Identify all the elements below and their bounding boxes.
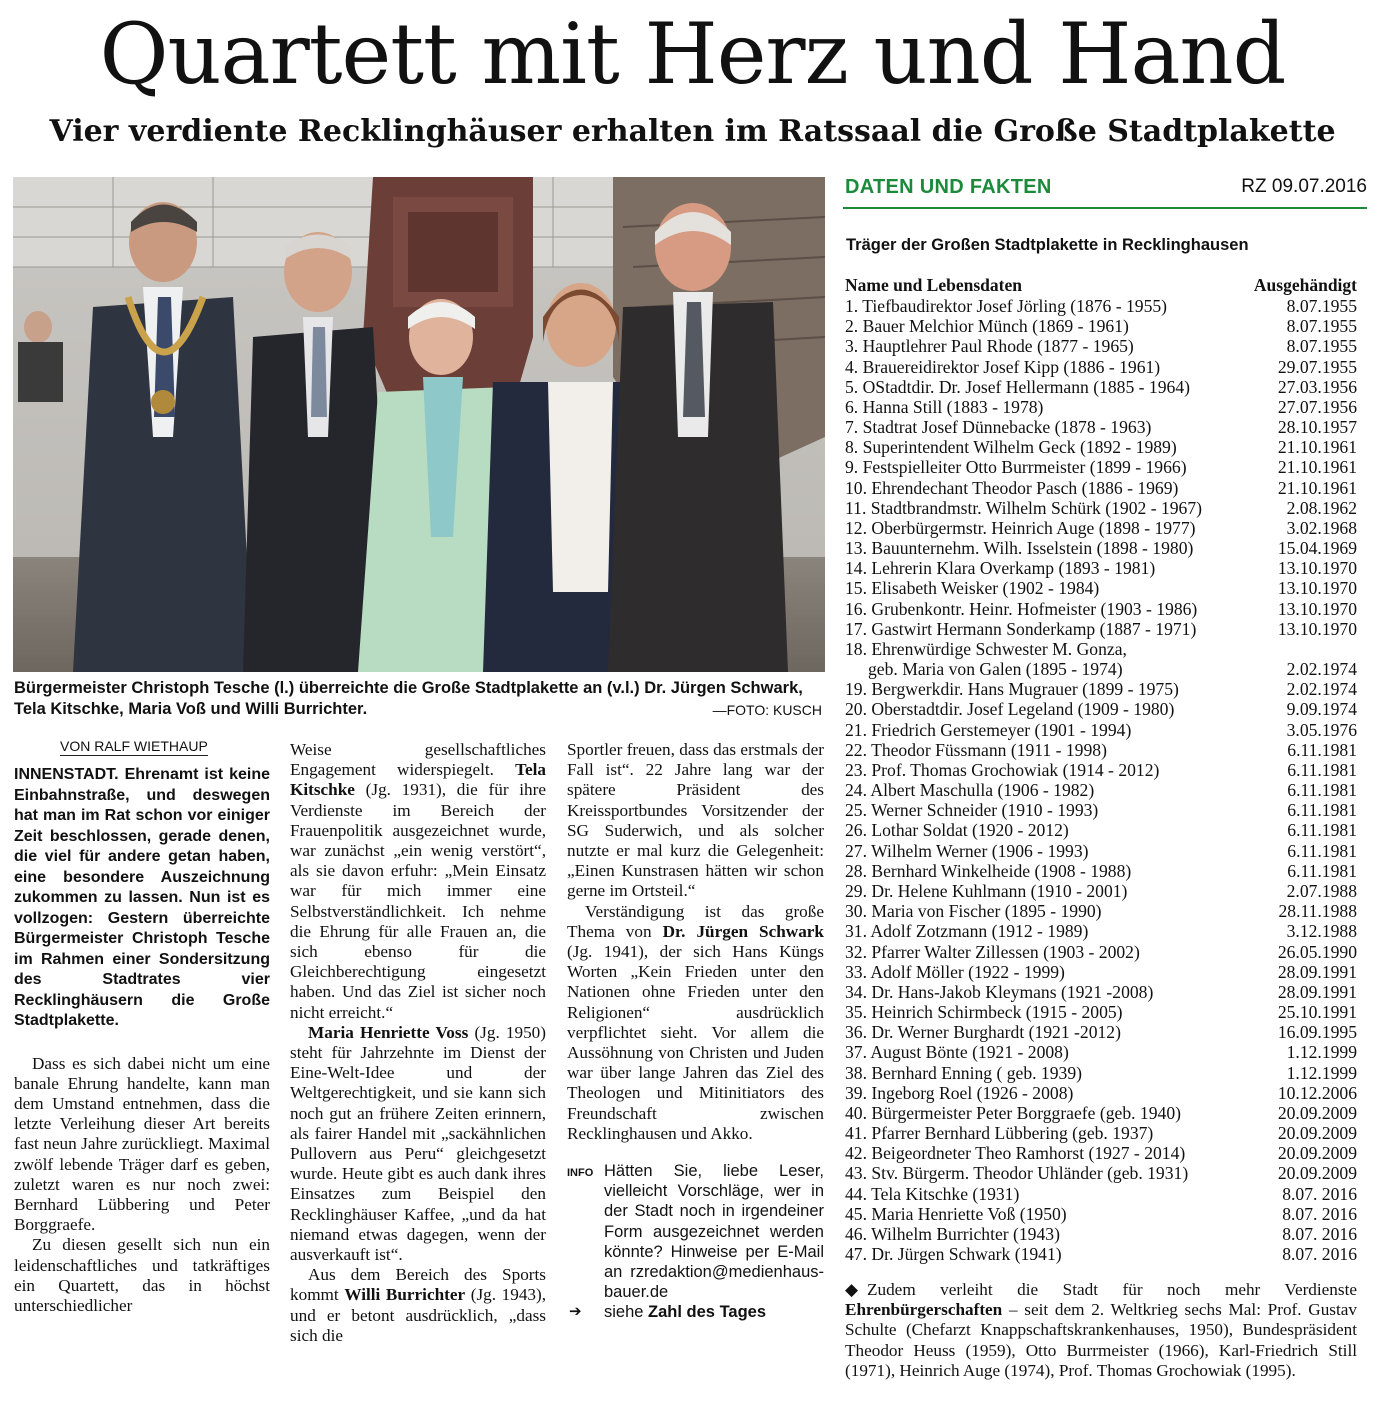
honoree-entry: 1. Tiefbaudirektor Josef Jörling (1876 - 1955) [845, 296, 1168, 316]
honoree-row [845, 457, 1357, 477]
honoree-row [845, 1244, 1357, 1264]
honoree-list [845, 296, 1357, 1264]
honoree-row [845, 558, 1357, 578]
award-date: 2.07.1988 [1286, 880, 1357, 901]
honoree-entry: 38. Bernhard Enning ( geb. 1939) [845, 1062, 1082, 1083]
honoree-row [845, 1224, 1357, 1244]
honoree-row [845, 1002, 1357, 1022]
honoree-entry: 3. Hauptlehrer Paul Rhode (1877 - 1965) [845, 336, 1134, 357]
honoree-row [845, 599, 1357, 619]
honoree-row [845, 538, 1357, 558]
article-paragraph: Sportler freuen, dass das erstmals der Fall ist“. 22 Jahre lang war der spätere Präsident des Kreissportbundes Vorsitzender der SG Suderwich, und als solcher nutzte er mal kurz die Gelegenheit: „Einen Kunstrasen hätten wir schon gerne im Ortsteil.“ [567, 740, 824, 901]
honoree-row [845, 1022, 1357, 1042]
award-date: 6.11.1981 [1287, 840, 1357, 861]
honoree-row [845, 417, 1357, 437]
award-date: 13.10.1970 [1277, 618, 1357, 639]
honoree-entry: 23. Prof. Thomas Grochowiak (1914 - 2012) [845, 759, 1160, 780]
award-date: 15.04.1969 [1277, 538, 1357, 559]
honoree-entry: 4. Brauereidirektor Josef Kipp (1886 - 1961) [845, 356, 1161, 377]
honoree-entry: 11. Stadtbrandmstr. Wilhelm Schürk (1902 - 1967) [845, 497, 1202, 518]
honoree-row [845, 740, 1357, 760]
honoree-row [845, 881, 1357, 901]
award-date: 2.02.1974 [1286, 679, 1357, 700]
award-date: 10.12.2006 [1277, 1082, 1357, 1103]
honoree-entry: 27. Wilhelm Werner (1906 - 1993) [845, 840, 1089, 861]
honoree-entry: 7. Stadtrat Josef Dünnebacke (1878 - 1963) [845, 417, 1152, 438]
honoree-entry: 43. Stv. Bürgerm. Theodor Uhländer (geb. 1931) [845, 1163, 1189, 1184]
info-tag: INFO [567, 1167, 594, 1180]
honoree-entry: 34. Dr. Hans-Jakob Kleymans (1921 -2008) [845, 981, 1154, 1002]
honoree-row [845, 1204, 1357, 1224]
award-date: 8.07.1955 [1286, 316, 1357, 337]
honoree-entry: 42. Beigeordneter Theo Ramhorst (1927 - 2014) [845, 1143, 1186, 1164]
honoree-entry: 2. Bauer Melchior Münch (1869 - 1961) [845, 316, 1129, 337]
honoree-row [845, 1123, 1357, 1143]
honoree-row [845, 1143, 1357, 1163]
honoree-entry: 13. Bauunternehm. Wilh. Isselstein (1898 - 1980) [845, 538, 1194, 559]
award-date: 9.09.1974 [1286, 699, 1357, 720]
award-date: 2.02.1974 [1286, 659, 1357, 680]
honoree-row [845, 316, 1357, 336]
honoree-row [845, 962, 1357, 982]
honoree-row [845, 820, 1357, 840]
honoree-row [845, 639, 1357, 659]
honoree-entry: 18. Ehrenwürdige Schwester M. Gonza, [845, 638, 1127, 659]
award-date: 16.09.1995 [1277, 1022, 1357, 1043]
arrow-right-icon: ➔ [569, 1303, 582, 1321]
award-date: 6.11.1981 [1287, 739, 1357, 760]
article-column-1 [14, 765, 270, 1316]
article-paragraph: Verständigung ist das große Thema von Dr. Jürgen Schwark (Jg. 1941), der sich Hans Küngs Worten „Kein Frieden unter den Nationen ohne Frieden unter den Religionen“ ausdrücklich verpflichtet sieht. Vor allem die Aussöhnung von Christen und Juden war über lange Jahren das Ziel des Theologen und Mitinitiators des Freundschaft zwischen Recklinghausen und Akko. [567, 901, 824, 1143]
honoree-entry: geb. Maria von Galen (1895 - 1974) [868, 659, 1123, 680]
honoree-entry: 20. Oberstadtdir. Josef Legeland (1909 - 1980) [845, 699, 1175, 720]
award-date: 13.10.1970 [1277, 558, 1357, 579]
honoree-entry: 39. Ingeborg Roel (1926 - 2008) [845, 1082, 1074, 1103]
honoree-row [845, 699, 1357, 719]
honoree-row [845, 921, 1357, 941]
honoree-row [845, 942, 1357, 962]
honoree-entry: 40. Bürgermeister Peter Borggraefe (geb. 1940) [845, 1102, 1181, 1123]
honoree-name: Tela Kitschke [290, 760, 546, 800]
honoree-row [845, 296, 1357, 316]
award-date: 25.10.1991 [1277, 1002, 1357, 1023]
honoree-row [845, 1184, 1357, 1204]
honoree-entry: 12. Oberbürgermstr. Heinrich Auge (1898 - 1977) [845, 517, 1196, 538]
award-date: 1.12.1999 [1286, 1062, 1357, 1083]
award-date: 27.03.1956 [1277, 376, 1357, 397]
award-date: 8.07. 2016 [1282, 1244, 1357, 1265]
award-date: 8.07.1955 [1286, 336, 1357, 357]
article-paragraph: Zu diesen gesellt sich nun ein leidenschaftliches und tatkräftiges ein Quartett, das in höchst unterschiedlicher [14, 1235, 270, 1315]
honoree-entry: 10. Ehrendechant Theodor Pasch (1886 - 1969) [845, 477, 1179, 498]
honoree-entry: 30. Maria von Fischer (1895 - 1990) [845, 901, 1102, 922]
honoree-entry: 6. Hanna Still (1883 - 1978) [845, 396, 1044, 417]
honoree-entry: 25. Werner Schneider (1910 - 1993) [845, 800, 1099, 821]
award-date: 28.11.1988 [1278, 901, 1357, 922]
honoree-row [845, 800, 1357, 820]
honoree-row [845, 357, 1357, 377]
award-date: 26.05.1990 [1277, 941, 1357, 962]
info-text: Hätten Sie, liebe Leser, vielleicht Vorschläge, wer in der Stadt noch in irgendeiner Form ausgezeichnet werden könnte? Hinweise per E-Mail an rzredaktion@medienhaus-bauer.de [604, 1162, 824, 1302]
honoree-entry: 41. Pfarrer Bernhard Lübbering (geb. 1937) [845, 1123, 1154, 1144]
honoree-entry: 21. Friedrich Gerstemeyer (1901 - 1994) [845, 719, 1132, 740]
honoree-entry: 37. August Bönte (1921 - 2008) [845, 1042, 1069, 1063]
honoree-row [845, 1042, 1357, 1062]
byline: VON RALF WIETHAUP [60, 738, 208, 754]
honoree-row [845, 498, 1357, 518]
honoree-entry: 8. Superintendent Wilhelm Geck (1892 - 1989) [845, 437, 1177, 458]
honoree-row [845, 659, 1357, 679]
honoree-entry: 33. Adolf Möller (1922 - 1999) [845, 961, 1065, 982]
award-date: 28.10.1957 [1277, 417, 1357, 438]
honoree-entry: 28. Bernhard Winkelheide (1908 - 1988) [845, 860, 1132, 881]
divider [843, 207, 1367, 209]
award-date: 28.09.1991 [1277, 981, 1357, 1002]
honoree-row [845, 1063, 1357, 1083]
info-link-prefix: siehe [604, 1303, 644, 1322]
award-date: 21.10.1961 [1277, 457, 1357, 478]
award-date: 6.11.1981 [1287, 800, 1357, 821]
honoree-entry: 36. Dr. Werner Burghardt (1921 -2012) [845, 1022, 1121, 1043]
photo-caption: Bürgermeister Christoph Tesche (l.) überreichte die Große Stadtplakette an (v.l.) Dr. Jürgen Schwark, Tela Kitschke, Maria Voß und Willi Burrichter. [14, 679, 803, 718]
info-link[interactable]: Zahl des Tages [648, 1303, 767, 1322]
award-date: 29.07.1955 [1277, 356, 1357, 377]
article-paragraph: Maria Henriette Voss (Jg. 1950) steht für Jahrzehnte im Dienst der Eine-Welt-Idee und der Weltgerechtigkeit, und sie kann sich noch gut an frühere Zeiten erinnern, als fairer Handel mit „sackähnlichen Pullovern aus Peru“ gleichgesetzt wurde. Heute gibt es auch dank ihres Einsatzes zum Beispiel den Recklinghäuser Kaffee, „und da hat niemand etwas dagegen, wenn der ausverkauft ist“. [290, 1022, 546, 1265]
honoree-entry: 45. Maria Henriette Voß (1950) [845, 1203, 1067, 1224]
facts-heading: DATEN UND FAKTEN [845, 176, 1052, 198]
award-date: 13.10.1970 [1277, 598, 1357, 619]
honoree-entry: 31. Adolf Zotzmann (1912 - 1989) [845, 921, 1089, 942]
honoree-name: Willi Burrichter [344, 1285, 466, 1305]
honoree-entry: 46. Wilhelm Burrichter (1943) [845, 1223, 1060, 1244]
honoree-row [845, 901, 1357, 921]
award-date: 21.10.1961 [1277, 477, 1357, 498]
honoree-entry: 24. Albert Maschulla (1906 - 1982) [845, 780, 1095, 801]
award-date: 13.10.1970 [1277, 578, 1357, 599]
honoree-row [845, 437, 1357, 457]
award-date: 27.07.1956 [1277, 396, 1357, 417]
honoree-row [845, 518, 1357, 538]
article-paragraph: Aus dem Bereich des Sports kommt Willi Burrichter (Jg. 1943), und er betont ausdrücklich, „dass sich die [290, 1265, 547, 1345]
article-column-3 [567, 740, 824, 1323]
award-date: 20.09.2009 [1277, 1102, 1357, 1123]
honoree-row [845, 377, 1357, 397]
honoree-name: Dr. Jürgen Schwark [662, 921, 824, 941]
award-date: 2.08.1962 [1286, 497, 1357, 518]
facts-subtitle: Träger der Großen Stadtplakette in Recklinghausen [846, 236, 1249, 254]
article-paragraph: Weise gesellschaftliches Engagement widerspiegelt. Tela Kitschke (Jg. 1931), die für ihre Verdienste im Bereich der Frauenpolitik ausgezeichnet wurde, war zunächst „ein wenig verstört“, als sie davon erfuhr: „Mein Einsatz war für mich immer eine Selbstverständlichkeit. Ich nehme die Ehrung für alle Frauen an, die sich ebenso für die Gleichberechtigung eingesetzt haben. Und das Ziel ist sicher noch nicht erreicht.“ [290, 740, 546, 1022]
award-date: 20.09.2009 [1277, 1163, 1357, 1184]
honoree-row [845, 679, 1357, 699]
award-date: 6.11.1981 [1287, 820, 1357, 841]
honoree-row [845, 760, 1357, 780]
honoree-entry: 19. Bergwerkdir. Hans Mugrauer (1899 - 1975) [845, 679, 1179, 700]
article-lead: INNENSTADT. Ehrenamt ist keine Einbahnstraße, und deswegen hat man im Rat schon vor einiger Zeit beschlossen, gerade denen, die viel für andere getan haben, eine besondere Auszeichnung zukommen zu lassen. Nun ist es vollzogen: Gestern überreichte Bürgermeister Christoph Tesche im Rahmen einer Sondersitzung des Stadtrates vier Recklinghäusern die Große Stadtplakette. [14, 766, 270, 1029]
honoree-entry: 35. Heinrich Schirmbeck (1915 - 2005) [845, 1002, 1123, 1023]
award-date: 8.07. 2016 [1282, 1223, 1357, 1244]
honoree-entry: 16. Grubenkontr. Heinr. Hofmeister (1903 - 1986) [845, 598, 1198, 619]
subheadline: Vier verdiente Recklinghäuser erhalten im Ratssaal die Große Stadtplakette [49, 114, 1336, 149]
honoree-row [845, 982, 1357, 1002]
column-header-date: Ausgehändigt [1253, 275, 1357, 295]
honoree-entry: 5. OStadtdir. Dr. Josef Hellermann (1885 - 1964) [845, 376, 1190, 397]
column-header-name: Name und Lebensdaten [845, 275, 1022, 295]
honoree-name: Maria Henriette Voss [308, 1022, 469, 1042]
award-date: 8.07. 2016 [1282, 1183, 1357, 1204]
facts-column-headers [845, 275, 1357, 296]
honoree-row [845, 720, 1357, 740]
honoree-row [845, 841, 1357, 861]
honoree-row [845, 478, 1357, 498]
award-date: 6.11.1981 [1287, 860, 1357, 881]
photo-illustration [13, 177, 825, 672]
group-photo [13, 177, 825, 672]
honoree-entry: 14. Lehrerin Klara Overkamp (1893 - 1981) [845, 558, 1156, 579]
honoree-row [845, 619, 1357, 639]
honoree-row [845, 1083, 1357, 1103]
honoree-entry: 44. Tela Kitschke (1931) [845, 1183, 1020, 1204]
facts-note: ◆ Zudem verleiht die Stadt für noch mehr Verdienste Ehrenbürgerschaften – seit dem 2. Weltkrieg sechs Mal: Prof. Gustav Schulte (Chefarzt Knappschaftskrankenhauses, 1950), Bundespräsident Theodor Heuss (1959), Otto Burrmeister (1966), Karl-Friedrich Still (1971), Heinrich Auge (1974), Prof. Thomas Grochowiak (1995). [845, 1280, 1357, 1380]
honoree-entry: 22. Theodor Füssmann (1911 - 1998) [845, 739, 1107, 760]
award-date: 1.12.1999 [1286, 1042, 1357, 1063]
honoree-entry: 9. Festspielleiter Otto Burrmeister (1899 - 1966) [845, 457, 1187, 478]
award-date: 3.05.1976 [1286, 719, 1357, 740]
award-date: 20.09.2009 [1277, 1143, 1357, 1164]
photo-credit: —FOTO: KUSCH [712, 702, 822, 718]
facts-box [843, 176, 1367, 1414]
headline: Quartett mit Herz und Hand [99, 5, 1286, 103]
honoree-entry: 47. Dr. Jürgen Schwark (1941) [845, 1244, 1062, 1265]
honoree-row [845, 1103, 1357, 1123]
honoree-entry: 26. Lothar Soldat (1920 - 2012) [845, 820, 1069, 841]
honoree-entry: 17. Gastwirt Hermann Sonderkamp (1887 - 1971) [845, 618, 1197, 639]
diamond-bullet-icon: ◆ [845, 1280, 859, 1299]
info-box [567, 1161, 824, 1323]
honoree-row [845, 397, 1357, 417]
award-date: 3.12.1988 [1286, 921, 1357, 942]
award-date: 3.02.1968 [1286, 517, 1357, 538]
award-date: 8.07. 2016 [1282, 1203, 1357, 1224]
honoree-row [845, 861, 1357, 881]
honoree-row [845, 336, 1357, 356]
award-date: 6.11.1981 [1287, 780, 1357, 801]
award-date: 21.10.1961 [1277, 437, 1357, 458]
honoree-row [845, 1163, 1357, 1183]
honoree-entry: 29. Dr. Helene Kuhlmann (1910 - 2001) [845, 880, 1128, 901]
award-date: 8.07.1955 [1286, 296, 1357, 316]
award-date: 6.11.1981 [1287, 759, 1357, 780]
honoree-row [845, 780, 1357, 800]
honoree-entry: 15. Elisabeth Weisker (1902 - 1984) [845, 578, 1100, 599]
publication-date: RZ 09.07.2016 [1241, 176, 1367, 197]
honoree-row [845, 578, 1357, 598]
article-paragraph: Dass es sich dabei nicht um eine banale Ehrung handelte, kann man dem Umstand entnehmen, dass die letzte Verleihung dieser Art bereits fast neun Jahre zurückliegt. Maximal zwölf lebende Träger darf es geben, zuletzt waren es nur noch zwei: Bernhard Lübbering und Peter Borggraefe. [14, 1053, 270, 1235]
award-date: 28.09.1991 [1277, 961, 1357, 982]
article-column-2 [290, 740, 546, 1346]
award-date: 20.09.2009 [1277, 1123, 1357, 1144]
honoree-entry: 32. Pfarrer Walter Zillessen (1903 - 2002) [845, 941, 1140, 962]
